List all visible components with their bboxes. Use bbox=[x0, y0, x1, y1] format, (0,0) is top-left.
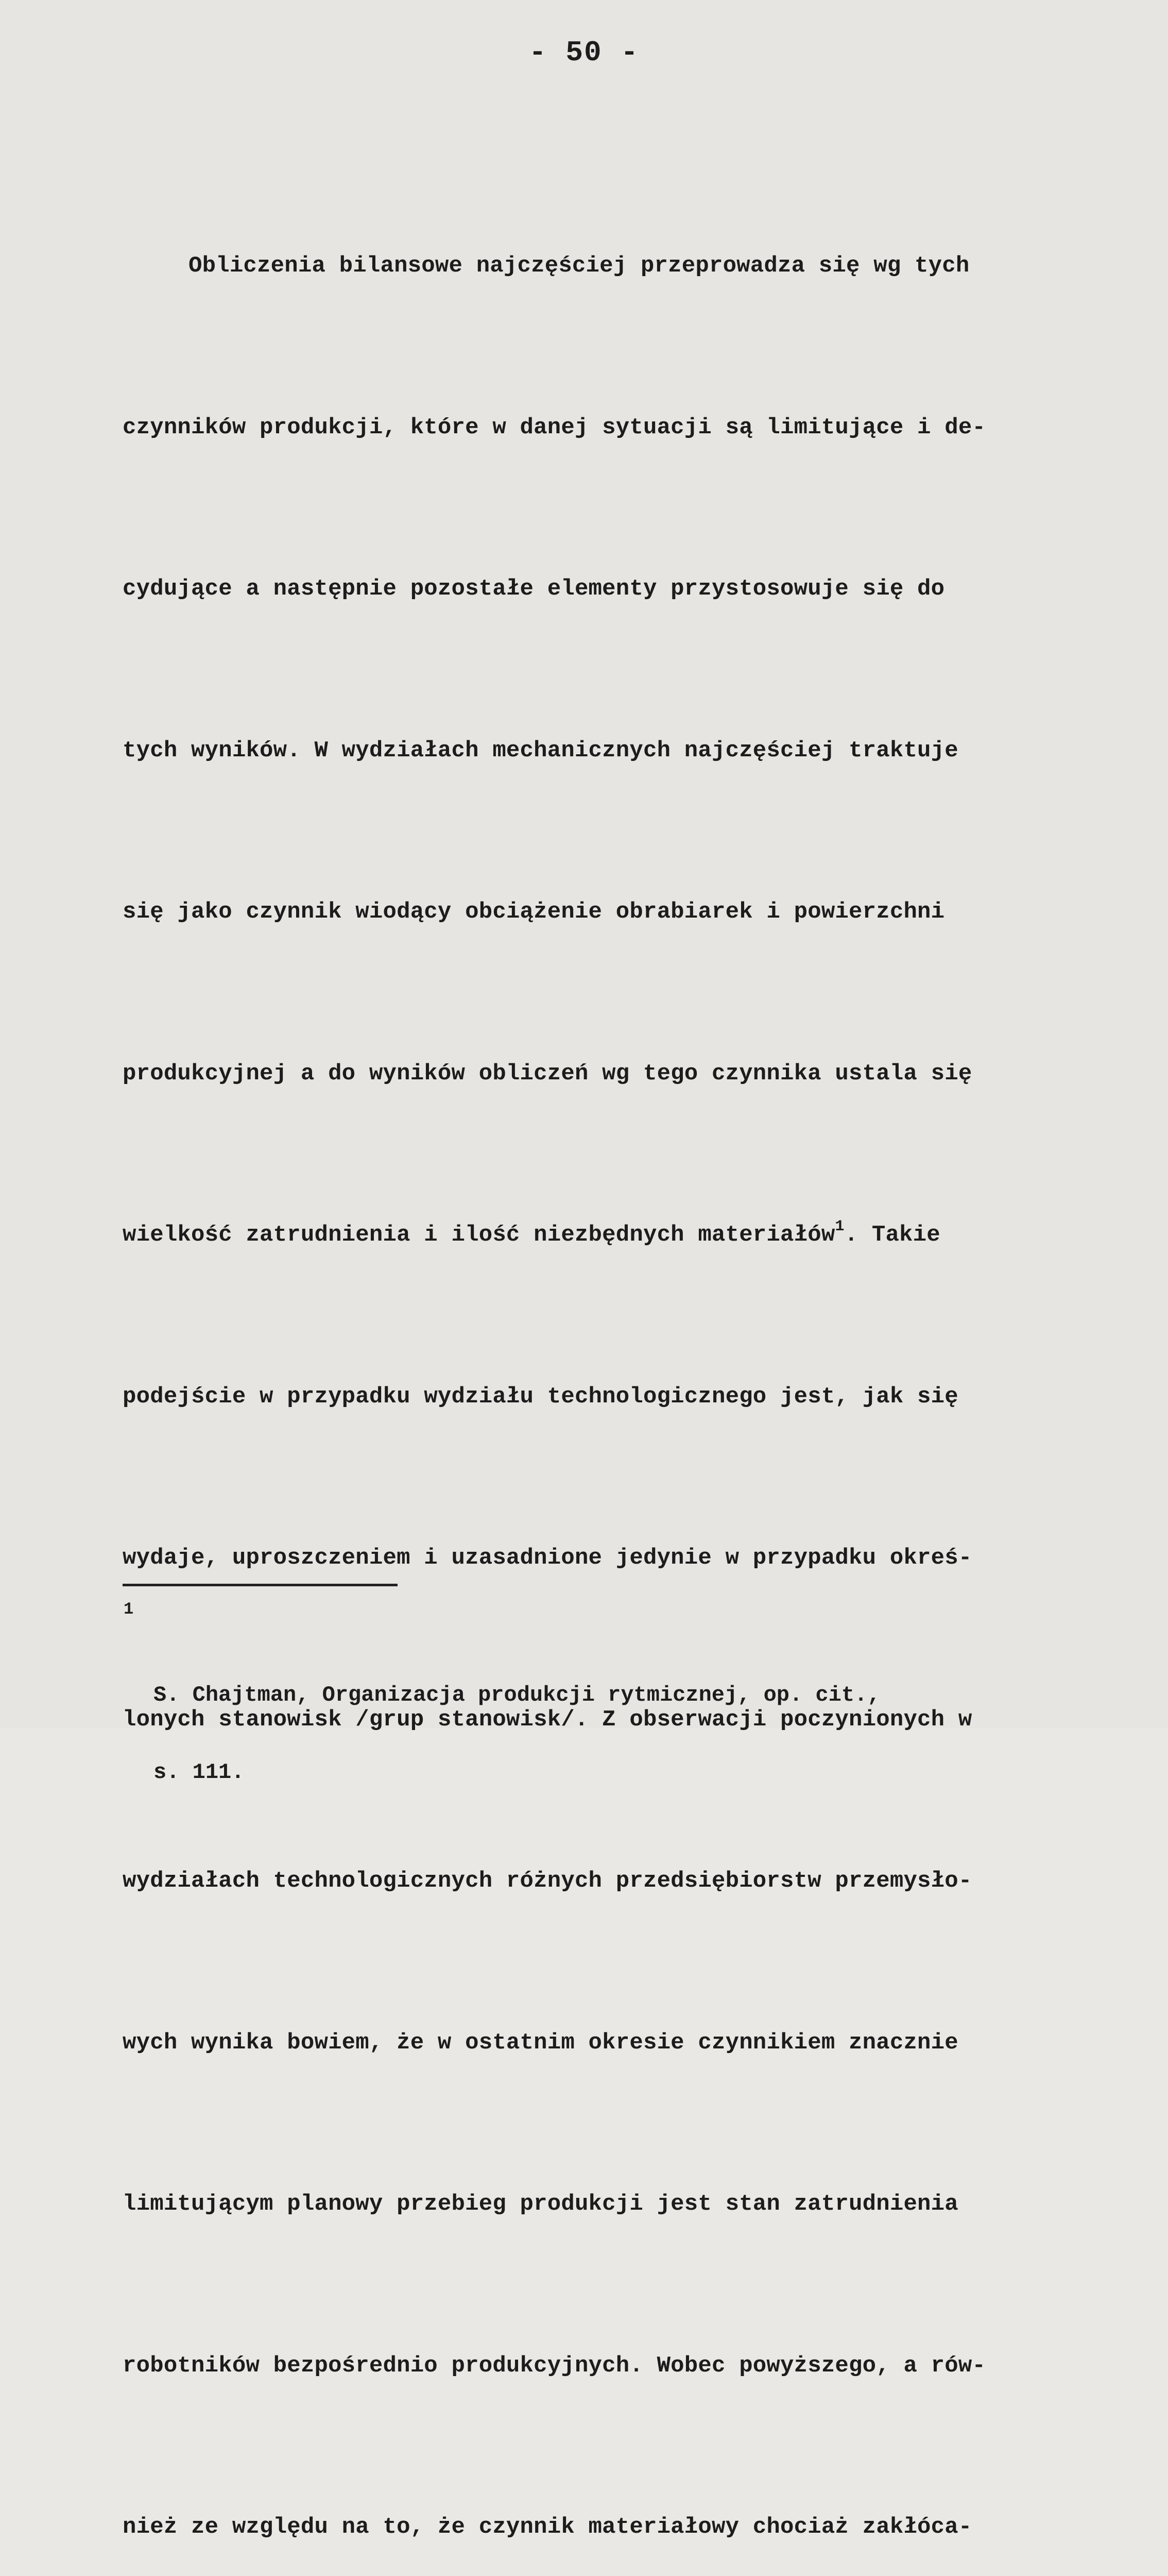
text-fragment: wielkość zatrudnienia i ilość niezbędnych materiałów bbox=[123, 1222, 835, 1248]
text-line-with-footnote bbox=[123, 1208, 1111, 1262]
page-number: - 50 - bbox=[529, 36, 639, 69]
main-text bbox=[123, 131, 1111, 2576]
text-fragment: . Takie bbox=[844, 1222, 940, 1248]
text-line: wydaje, uproszczeniem i uzasadnione jedynie w przypadku okreś- bbox=[123, 1545, 972, 1571]
text-line: produkcyjnej a do wyników obliczeń wg tego czynnika ustala się bbox=[123, 1060, 972, 1087]
text-line: robotników bezpośrednio produkcyjnych. Wobec powyższego, a rów- bbox=[123, 2352, 986, 2379]
text-line: podejście w przypadku wydziału technologicznego jest, jak się bbox=[123, 1383, 958, 1410]
text-line: limitującym planowy przebieg produkcji jest stan zatrudnienia bbox=[123, 2191, 958, 2217]
text-line: cydujące a następnie pozostałe elementy przystosowuje się do bbox=[123, 576, 945, 602]
text-line: lonych stanowisk /grup stanowisk/. Z obserwacji poczynionych w bbox=[123, 1706, 972, 1733]
footnote-line: S. Chajtman, Organizacja produkcji rytmicznej, op. cit., bbox=[153, 1683, 881, 1707]
text-line: nież ze względu na to, że czynnik materiałowy chociaż zakłóca- bbox=[123, 2514, 972, 2540]
text-line: się jako czynnik wiodący obciążenie obrabiarek i powierzchni bbox=[123, 899, 945, 925]
footnote-number: 1 bbox=[124, 1600, 134, 1619]
footnote-reference: 1 bbox=[835, 1218, 845, 1235]
footnote bbox=[123, 1600, 1101, 1837]
text-line: tych wyników. W wydziałach mechanicznych najczęściej traktuje bbox=[123, 737, 958, 764]
text-line: wych wynika bowiem, że w ostatnim okresie czynnikiem znacznie bbox=[123, 2029, 958, 2056]
footnote-line: s. 111. bbox=[153, 1760, 245, 1785]
footnote-divider bbox=[123, 1584, 398, 1586]
text-line: Obliczenia bilansowe najczęściej przeprowadza się wg tych bbox=[188, 253, 970, 279]
text-line: wydziałach technologicznych różnych przedsiębiorstw przemysło- bbox=[123, 1868, 972, 1894]
text-line: czynników produkcji, które w danej sytuacji są limitujące i de- bbox=[123, 414, 986, 440]
